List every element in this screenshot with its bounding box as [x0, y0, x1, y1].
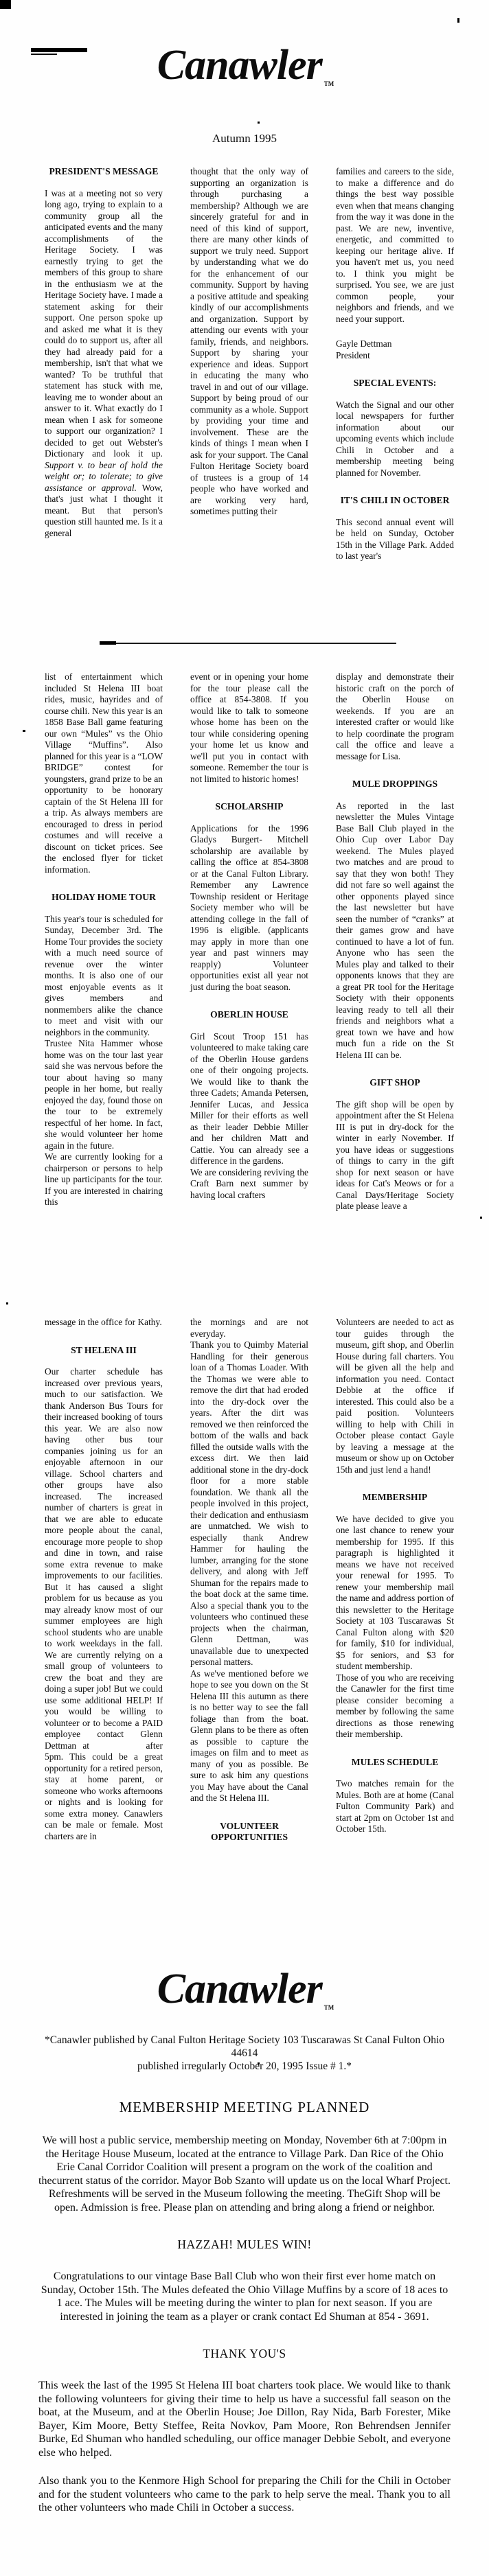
- gift-shop-continued-text: message in the office for Kathy.: [45, 1317, 162, 1327]
- dictionary-definition-text: Support v. to bear of hold the weight or; to tolerate; to give assistance or approval.: [45, 459, 163, 493]
- newsletter-logo: Canawler: [157, 1966, 322, 2012]
- heading-membership-meeting: MEMBERSHIP MEETING PLANNED: [119, 2099, 370, 2115]
- column-left-page3: [45, 1317, 163, 1854]
- membership-text: We have decided to give you one last chance to renew your membership for 1995. If this paragraph is highlighted it means we have not received your renewal for 1995. To renew your membership mail the name and address portion of this newsletter to the Heritage Society at 103 Tuscarawas St Canal Fulton along with $20 for family, $10 for individual, $5 for seniors, and $3 for student membership.: [336, 1513, 454, 1671]
- thank-you-text: Also thank you to the Kenmore High School for preparing the Chili for the Chili in October and for the student volunteers who came to the park to help serve the meal. Thank you to all the other volunteers who made Chili in October a success.: [38, 2475, 451, 2514]
- newsletter-logo: Canawler: [157, 42, 322, 89]
- heading-st-helena: ST HELENA III: [71, 1344, 137, 1355]
- heading-special-events: SPECIAL EVENTS:: [353, 378, 437, 388]
- column-right-page1: [336, 166, 454, 562]
- masthead-bottom: [38, 1965, 451, 2013]
- column-left-page2: [45, 671, 163, 1212]
- mules-win-text: Congratulations to our vintage Base Ball Club who won their first ever home match on Sunday, October 15th. The Mules defeated the Ohio Village Muffins by a score of 18 aces to 1 ace. The Mules will be meeting during the winter to plan for next season. If you are interested in joining the team as a player or crank contact Ed Shuman at 854 - 3691.: [41, 2270, 448, 2323]
- body-text: Wow, that's just what I thought it meant. But that person's question still haunted me. Is it a general: [45, 482, 163, 538]
- home-tour-text: Trustee Nita Hammer whose home was on the tour last year said she was nervous before the tour about having so many people in her home, but really enjoyed the day, found those on the tour to be extremely respectful of her home. In fact, she would volunteer her home again in the future.: [45, 1038, 163, 1151]
- membership-meeting-text: We will host a public service, membership meeting on Monday, November 6th at 7:00pm in the Heritage House Museum, located at the entrance to Village Park. Dan Rice of the Ohio Erie Canal Corridor Coalition will present a program on the work of the coalition and thecurrent status of the corridor. Mayor Bob Szanto will update us on the local Wharf Project. Refreshments will be served in the Museum following the meeting. TheGift Shop will be open. Admission is free. Please plan on attending and bring along a friend or neighbor.: [38, 2135, 451, 2213]
- home-tour-continued-text: event or in opening your home for the tour please call the office at 854-3808. If you would like to talk to someone whose home has been on the tour while considering opening your home let us know and we'll put you in contact with someone. Remember the tour is not limited to historic homes!: [190, 671, 308, 784]
- scan-artifact-dot: [258, 122, 260, 124]
- home-tour-text: We are currently looking for a chairperson or persons to help line up participants for the tour. If you are interested in chairing this: [45, 1151, 163, 1207]
- membership-text: Those of you who are receiving the Canawler for the first time please consider becoming a member by following the same directions as those renewing their membership.: [336, 1672, 454, 1739]
- bottom-page: [0, 1965, 489, 2530]
- scan-artifact-blob: [0, 0, 11, 9]
- presidents-message-text: [45, 188, 163, 540]
- body-text: families and careers to the side, to make a difference and do things the best way possible even when that means changing from the way it was done in the past. We are new, inventive, energetic, and committed to keeping our heritage alive. If you haven't met us, you need to. I think you might be surprised. You see, we are just common people, your neighbors and friends, and we need your support.: [336, 166, 454, 324]
- home-tour-text: This year's tour is scheduled for Sunday, December 3rd. The Home Tour provides the society with a much need source of revenue over the winter months. It is also one of our most enjoyable events as it gives members and nonmembers alike the chance to meet and visit with our neighbors in the community.: [45, 913, 163, 1037]
- volunteer-opportunities-text: Volunteers are needed to act as tour guides through the museum, gift shop, and Oberlin House during fall charters. You will be given all the help and information you need. Contact Debbie at the office if interested. This could also be a paid position. Volunteers willing to help with Chili in October please contact Gayle by leaving a message at the museum or show up on October 15th and just lend a hand!: [336, 1317, 454, 1475]
- page1-columns: [45, 166, 454, 562]
- body-text: Our charter schedule has increased over previous years, much to our satisfaction. We thank Anderson Bus Tours for their increased booking of tours this year. We are also now having other bus tour companies joining us for an enjoyable afternoon in our village. School charters and other groups have also increased. The increased number of charters is great in that we are able to educate more people about the canal, encourage more people to shop and dine in town, and raise some extra revenue to make improvements to our facilities. But it has caused a slight problem for us because as you may already know most of our summer employees are high school students who are unable to work weekdays in the fall. We are currently relying on a small group of volunteers to crew the boat and they are doing a super job! But we could use some additional HELP! If you would be willing to volunteer or to become a PAID employee contact Glenn Dettman at: [45, 1366, 163, 1751]
- oberlin-house-text: Girl Scout Troop 151 has volunteered to make taking care of the Oberlin House gardens one of their ongoing projects. We would like to thank the three Cadets; Amanda Petersen, Jennifer Lucas, and Jessica Miller for their efforts as well as their leader Debbie Miller and her children Matt and Cattie. You can already see a difference in the gardens.: [190, 1031, 308, 1166]
- oberlin-house-text: We are considering reviving the Craft Barn next summer by having local crafters: [190, 1166, 308, 1200]
- body-text: thought that the only way of supporting an organization is through purchasing a membership? Although we are sincerely grateful for and in need of this kind of support, there are many other kinds of support we truly need. Support by understanding what we do for the enhancement of our community. Support by having a positive attitude and speaking kindly of our accomplishments and organization. Support by attending our events with your family, friends, and neighbors. Support by sharing your experience and ideas. Support in educating the many who travel in and out of our village. Support by being proud of our community as a whole. Support by providing your time and involvement. These are the kinds of things I mean when I ask for your support. The Canal Fulton Heritage Society board of trustees is a group of 14 people who have worked and are working very hard, sometimes putting their: [190, 166, 308, 516]
- publication-info-line1: *Canawler published by Canal Fulton Heritage Society 103 Tuscarawas St Canal Fulton Ohio 44614: [44, 2034, 445, 2059]
- body-text: I was at a meeting not so very long ago, trying to explain to a community group all the anticipated events and the many accomplishments of the Heritage Society. I was earnestly trying to get the members of this group to share in the enthusiasm we at the Heritage Society have. I made a statement asking for their support. One person spoke up and asked me what it is they could do to support us, after all they had already paid for a membership, isn't that what we wanted? To be truthful that statement has stuck with me, leaving me to wonder about an answer to it. What exactly do I mean when I ask for someone to support our organization? I decided to get out Webster's Dictionary and look it up.: [45, 187, 163, 459]
- heading-membership: MEMBERSHIP: [362, 1492, 428, 1502]
- column-middle-page3: [190, 1317, 308, 1854]
- heading-chili-in-october: IT'S CHILI IN OCTOBER: [340, 495, 450, 505]
- heading-oberlin-house: OBERLIN HOUSE: [210, 1009, 288, 1020]
- scan-artifact-tick: [457, 18, 459, 23]
- fall-foliage-text: As we've mentioned before we hope to see you down on the St Helena III this autumn as there is no better way to see the fall foliage than from the boat. Glenn plans to be there as often as possible to capture the images on film and to meet as many of you as possible. Be sure to ask him any questions you May have about the Canal and the St Helena III.: [190, 1668, 308, 1803]
- page3-columns: [45, 1317, 454, 1854]
- column-middle-page2: [190, 671, 308, 1212]
- page-break-line: [100, 643, 396, 644]
- column-presidents-message: [45, 166, 163, 562]
- thank-you-text: This week the last of the 1995 St Helena III boat charters took place. We would like to thank the following volunteers for giving their time to help us have a successful fall season on the boat, at the Museum, and at the Oberlin House; Joe Dillon, Ray Nida, Barb Forester, Mike Bayer, Kim Moore, Betty Steffee, Reita Novkov, Pam Moore, Ron Behrendsen Jennifer Burke, Ed Shuman who handled scheduling, our office manager Debbie Sebolt, and everyone else who helped.: [38, 2380, 451, 2459]
- heading-thank-yous: THANK YOU'S: [203, 2347, 286, 2360]
- column-right-page2: [336, 671, 454, 1212]
- heading-mules-schedule: MULES SCHEDULE: [351, 1756, 439, 1767]
- scan-artifact-dot: [6, 1302, 8, 1304]
- heading-gift-shop: GIFT SHOP: [369, 1077, 420, 1088]
- masthead: [0, 41, 489, 89]
- oberlin-continued-text: display and demonstrate their historic craft on the porch of the Oberlin House on weekends. If you are an interested crafter or would like to help coordinate the program call the office and leave a message for Lisa.: [336, 671, 454, 761]
- heading-mule-droppings: MULE DROPPINGS: [352, 779, 438, 789]
- trademark-symbol: TM: [323, 80, 334, 87]
- body-text: after 5pm. This could be a great opportunity for a retired person, stay at home parent, or someone who works afternoons or nights and is looking for some extra money. Canawlers can be male or female. Most charters are in: [45, 1740, 163, 1841]
- mules-schedule-text: Two matches remain for the Mules. Both are at home (Canal Fulton Community Park) and start at 2pm on October 1st and October 15th.: [336, 1778, 454, 1834]
- chili-continued-text: list of entertainment which included St Helena III boat rides, music, hayrides and of course chili. New this year is an 1858 Base Ball game featuring our own “Mules” vs the Ohio Village “Muffins”. Also planned for this year is a “LOW BRIDGE” contest for youngsters, grand prize to be an opportunity to be honorary captain of the St Helena III for a trip. As always members are encouraged to dress in period costumes and will receive a discount on ticket prices. See the enclosed flyer for ticket information.: [45, 671, 163, 875]
- heading-scholarship: SCHOLARSHIP: [215, 801, 284, 812]
- dry-dock-text: Thank you to Quimby Material Handling for their generous loan of a Thomas Loader. With the Thomas we were able to remove the dirt that had eroded into the dry-dock over the years. After the dirt was removed we then reinforced the bottom of the walls and back filled the outside walls with the excess dirt. We then laid additional stone in the dry-dock floor for a more stable foundation. We thank all the people involved in this project, their dedication and enthusiasm are unmatched. We wish to especially thank Andrew Hammer for hauling the lumber, arranging for the stone delivery, and along with Jeff Shuman for the repairs made to the boat dock at the same time. Also a special thank you to the volunteers who continued these projects when the chairman, Glenn Dettman, was unavailable due to unexpected personal matters.: [190, 1339, 308, 1667]
- column-right-page3: [336, 1317, 454, 1854]
- scan-artifact-dot: [23, 730, 25, 732]
- heading-holiday-home-tour: HOLIDAY HOME TOUR: [52, 892, 156, 902]
- heading-volunteer-opportunities: VOLUNTEER OPPORTUNITIES: [210, 1820, 288, 1842]
- column-presidents-message-cont: [190, 166, 308, 562]
- mule-droppings-text: As reported in the last newsletter the Mules Vintage Base Ball Club played in the Ohio Cup over Labor Day weekend. The Mules played two matches and are proud to say that they won both! They did not fare so well against the other opponents played since the last newsletter but have seen the number of “cranks” at their games grow and have continued to have a lot of fun. Anyone who has seen the Mules play and talked to their opponents knows that they are a great PR tool for the Heritage Society with their opponents leaving ready to tell all their friends and neighbors what a great town we have and how much fun a ride on the St Helena III can be.: [336, 800, 454, 1060]
- scholarship-text: Applications for the 1996 Gladys Burgert- Mitchell scholarship are available by calling the office at 854-3808 or at the Canal Fulton Library. Remember any Lawrence Township resident or Heritage Society member who will be attending college in the fall of 1996 is eligible. (applicants may apply in more than one year and past winners may reapply) Volunteer opportunities exist all year not just during the boat season.: [190, 823, 308, 992]
- page-break-line-end: [100, 641, 116, 645]
- gift-shop-text: The gift shop will be open by appointment after the St Helena III is put in dry-dock for the winter in early November. If you have ideas or suggestions of things to carry in the gift shop for next season or have ideas for Cat's Meows or for a Canal Days/Heritage Society plate please leave a: [336, 1099, 454, 1211]
- signature-block: [336, 338, 454, 361]
- special-events-text: Watch the Signal and our other local newspapers for further information about our upcoming events which include Chili in October and a membership meeting being planned for November.: [336, 399, 454, 478]
- issue-date: Autumn 1995: [212, 132, 277, 145]
- page2-columns: [45, 671, 454, 1212]
- heading-presidents-message: PRESIDENT'S MESSAGE: [49, 166, 159, 176]
- scan-artifact-dot: [480, 1217, 482, 1219]
- st-helena-continued-text: the mornings and are not everyday.: [190, 1317, 308, 1339]
- trademark-symbol: TM: [323, 2004, 334, 2011]
- chili-in-october-text: This second annual event will be held on Sunday, October 15th in the Village Park. Added to last year's: [336, 516, 454, 561]
- signature-title: President: [336, 349, 370, 360]
- st-helena-text: [45, 1366, 163, 1842]
- heading-mules-win: HAZZAH! MULES WIN!: [177, 2238, 312, 2251]
- publication-info-line2: published irregularly October 20, 1995 Issue # 1.*: [137, 2060, 352, 2072]
- signature-name: Gayle Dettman: [336, 338, 392, 349]
